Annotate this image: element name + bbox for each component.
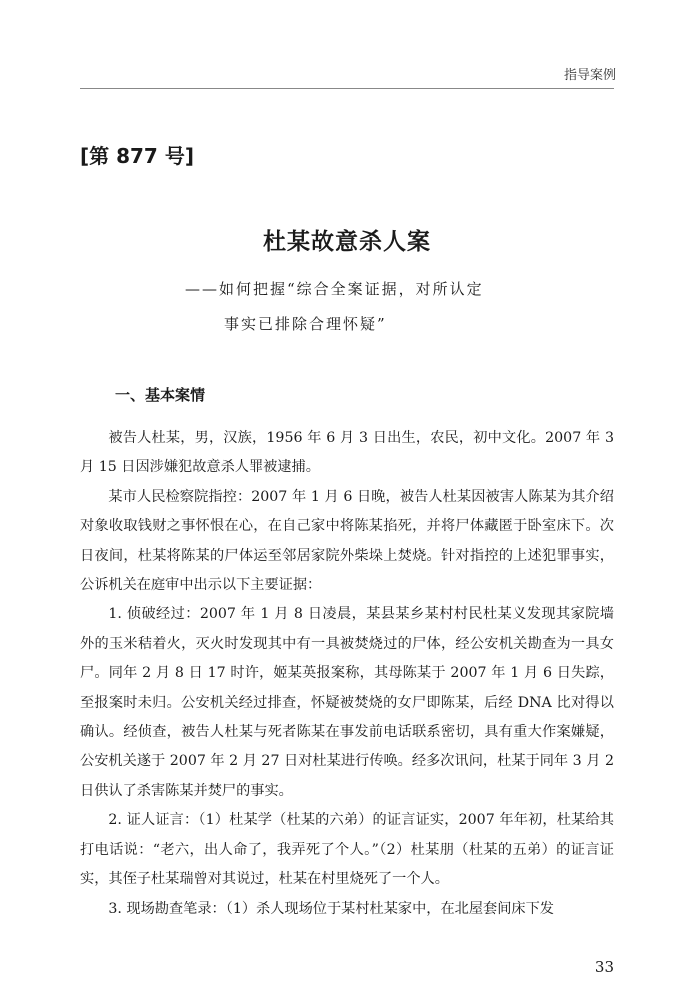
paragraph: 被告人杜某，男，汉族，1956 年 6 月 3 日出生，农民，初中文化。2007 年 3 月 15 日因涉嫌犯故意杀人罪被逮捕。 (80, 430, 614, 476)
paragraph: 2. 证人证言：（1）杜某学（杜某的六弟）的证言证实，2007 年年初，杜某给其打电话说：“老六，出人命了，我弄死了个人。”（2）杜某朋（杜某的五弟）的证言证实，其侄子杜某瑞曾对其说过，杜某在村里烧死了一个人。 (80, 812, 614, 888)
section-heading: 一、基本案情 (115, 386, 206, 404)
body-text (80, 424, 614, 924)
case-title: 杜某故意杀人案 (263, 228, 431, 255)
paragraph: 3. 现场勘查笔录：（1）杀人现场位于某村杜某家中，在北屋套间床下发 (108, 900, 554, 917)
subtitle-line-2: 事实已排除合理怀疑” (224, 315, 387, 333)
paragraph: 某市人民检察院指控：2007 年 1 月 6 日晚，被告人杜某因被害人陈某为其介绍对象收取钱财之事怀恨在心，在自己家中将陈某掐死，并将尸体藏匿于卧室床下。次日夜间，杜某将陈某的尸体运至邻居家院外柴垛上焚烧。针对指控的上述犯罪事实，公诉机关在庭审中出示以下主要证据： (80, 488, 614, 594)
header-rule (80, 88, 614, 89)
running-head: 指导案例 (563, 68, 616, 83)
page-number: 33 (594, 958, 614, 976)
case-number: [第 877 号] (80, 144, 194, 168)
paragraph: 1. 侦破经过：2007 年 1 月 8 日凌晨，某县某乡某村村民杜某义发现其家院墙外的玉米秸着火，灭火时发现其中有一具被焚烧过的尸体，经公安机关勘查为一具女尸。同年 2 月 8 日 17 时许，姬某英报案称，其母陈某于 2007 年 1 月 6 日失踪，至报案时未归。公安机关经过排查，怀疑被焚烧的女尸即陈某，后经 DNA 比对得以确认。经侦查，被告人杜某与死者陈某在事发前电话联系密切，具有重大作案嫌疑，公安机关遂于 2007 年 2 月 27 日对杜某进行传唤。经多次讯问，杜某于同年 3 月 2 日供认了杀害陈某并焚尸的事实。 (80, 606, 614, 799)
subtitle-line-1: ——如何把握“综合全案证据，对所认定 (185, 280, 484, 298)
